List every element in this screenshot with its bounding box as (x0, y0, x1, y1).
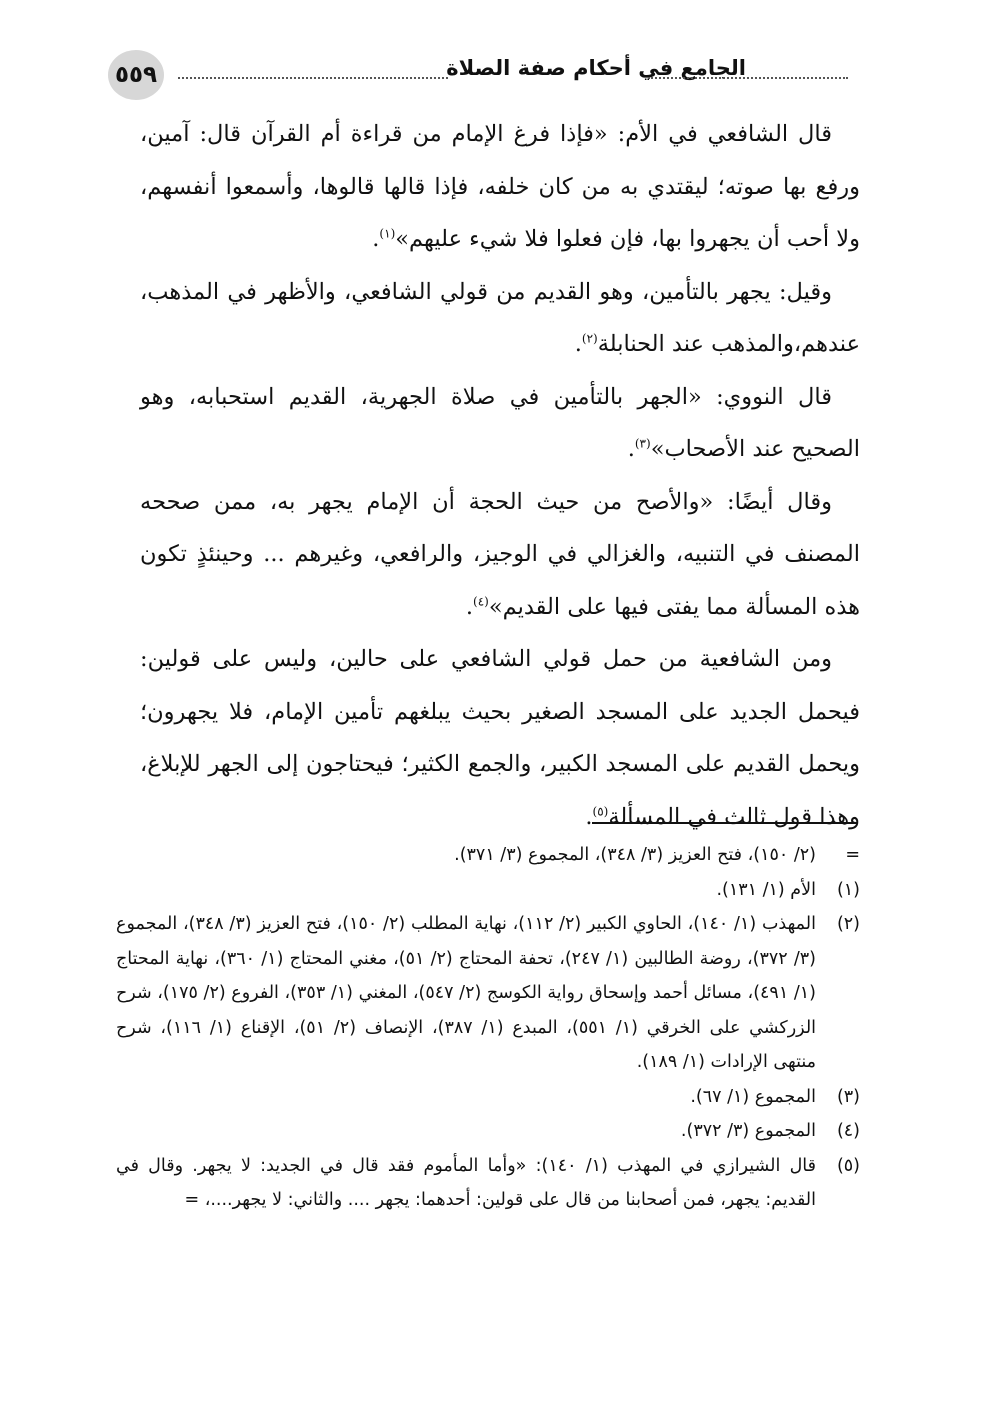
footnote (116, 838, 860, 873)
paragraph: قال النووي: «الجهر بالتأمين في صلاة الجهرية، القديم استحبابه، وهو الصحيح عند الأصحاب»$^{(٣)}$. (140, 383, 860, 462)
footnote-label: (٢) (836, 914, 860, 934)
footnote (116, 1080, 860, 1115)
footnote-text: (٢/ ١٥٠)، فتح العزيز (٣/ ٣٤٨)، المجموع (٣/ ٣٧١). (454, 845, 816, 865)
footnote (116, 1114, 860, 1149)
footnote-text: المجموع (٣/ ٣٧٢). (680, 1121, 816, 1141)
main-text (140, 108, 860, 843)
footnote-ref: (٤) (473, 594, 489, 608)
footnote (116, 873, 860, 908)
footnote-ref: (٣) (634, 436, 651, 451)
footnote-label: = (845, 845, 860, 865)
paragraph: ومن الشافعية من حمل قولي الشافعي على حالين، وليس على قولين: فيحمل الجديد على المسجد الصغير بحيث يبلغهم تأمين الإمام، فلا يجهرون؛ ويحمل القديم على المسجد الكبير، والجمع الكثير؛ فيحتاجون إلى الجهر للإبلاغ، وهذا قول ثالث في المسألة$^{(٥)}$. (140, 646, 860, 830)
footnote-label: (٤) (836, 1121, 860, 1141)
header-dots-left (178, 67, 448, 79)
paragraph: وقال أيضًا: «والأصح من حيث الحجة أن الإمام يجهر به، ممن صححه المصنف في التنبيه، والغزالي في الوجيز، والرافعي، وغيرهم ... وحينئذٍ تكون هذه المسألة مما يفتى فيها على القديم»$^{(٤)}$. (140, 488, 860, 620)
running-header (108, 50, 848, 100)
footnote-label: (٥) (836, 1155, 860, 1176)
footnote-text: الأم (١/ ١٣١). (716, 879, 816, 900)
page-number: ٥٥٩ (108, 50, 164, 100)
footnote-separator (592, 822, 858, 824)
paragraph: قال الشافعي في الأم: «فإذا فرغ الإمام من قراءة أم القرآن قال: آمين، ورفع بها صوته؛ ليقتدي به من كان خلفه، فإذا قالها قالوها، وأسمعوا أنفسهم، ولا أحب أن يجهروا بها، فإن فعلوا فلا شيء عليهم»$^{(١)}$. (140, 121, 860, 252)
header-dots-right (648, 67, 848, 79)
footnote-text: قال الشيرازي في المهذب (١/ ١٤٠): «وأما المأموم فقد قال في الجديد: لا يجهر. وقال في القديم: يجهر، فمن أصحابنا من قال على قولين: أحدهما: يجهر .... والثاني: لا يجهر....، = (116, 1155, 816, 1210)
footnotes (116, 838, 860, 1218)
footnote (116, 1149, 860, 1218)
footnote-text: المهذب (١/ ١٤٠)، الحاوي الكبير (٢/ ١١٢)، نهاية المطلب (٢/ ١٥٠)، فتح العزيز (٣/ ٣٤٨)، المجموع (٣/ ٣٧٢)، روضة الطالبين (١/ ٢٤٧)، تحفة المحتاج (٢/ ٥١)، مغني المحتاج (١/ ٣٦٠)، نهاية المحتاج (١/ ٤٩١)، مسائل أحمد وإسحاق رواية الكوسج (٢/ ٥٤٧)، المغني (١/ ٣٥٣)، الفروع (٢/ ١٧٥)، شرح الزركشي على الخرقي (١/ ٥٥١)، المبدع (١/ ٣٨٧)، الإنصاف (٢/ ٥١)، الإقناع (١/ ١١٦)، شرح منتهى الإرادات (١/ ١٨٩). (116, 914, 817, 1072)
book-title: الجامع في أحكام صفة الصلاة (446, 56, 746, 80)
paragraph: وقيل: يجهر بالتأمين، وهو القديم من قولي الشافعي، والأظهر في المذهب، عندهم،والمذهب عند الحنابلة$^{(٢)}$. (140, 278, 860, 357)
footnote-ref: (٥) (592, 804, 609, 818)
footnote-text: المجموع (١/ ٦٧). (690, 1086, 816, 1107)
footnote-label: (٣) (836, 1086, 860, 1107)
footnote-ref: (٢) (581, 331, 598, 346)
footnote (116, 907, 860, 1080)
footnote-ref: (١) (379, 226, 396, 241)
footnote-label: (١) (836, 879, 860, 900)
